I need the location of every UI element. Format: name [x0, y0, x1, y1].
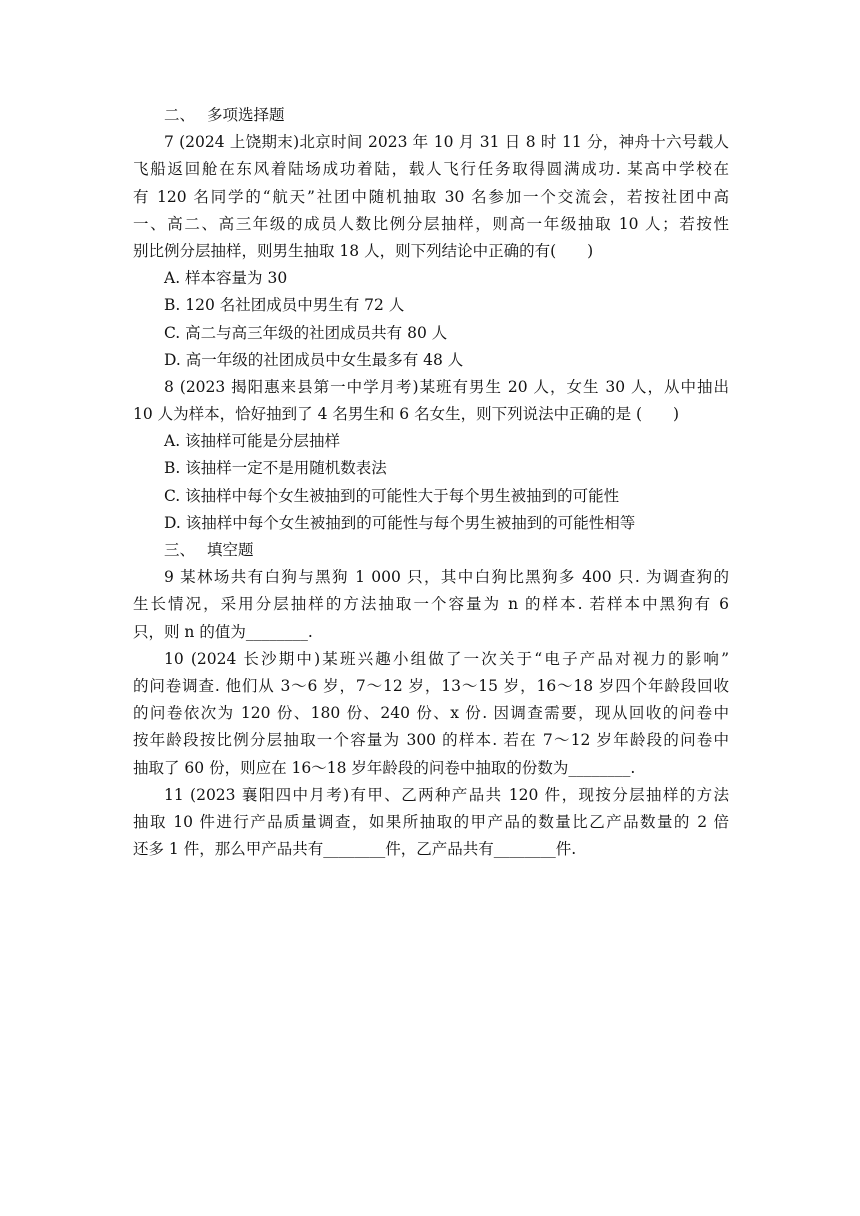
option-a: A. 样本容量为 30	[164, 269, 288, 288]
question-7	[133, 129, 729, 374]
question-text-line: 只，则 n 的值为________.	[133, 622, 313, 641]
section-title: 多项选择题	[207, 106, 285, 124]
question-10	[133, 646, 729, 782]
question-text-line: 10 (2024 长沙期中)某班兴趣小组做了一次关于“电子产品对视力的影响”	[164, 649, 729, 668]
question-text-line: 的问卷调查. 他们从 3～6 岁，7～12 岁，13～15 岁，16～18 岁四个年龄段回收	[133, 676, 729, 695]
question-8	[133, 374, 729, 537]
option-b: B. 该抽样一定不是用随机数表法	[164, 459, 387, 478]
option-c: C. 高二与高三年级的社团成员共有 80 人	[164, 323, 448, 342]
question-text-line: 有 120 名同学的“航天”社团中随机抽取 30 名参加一个交流会，若按社团中高	[133, 187, 729, 206]
question-text-line: 还多 1 件，那么甲产品共有________件，乙产品共有________件.	[133, 840, 577, 859]
question-text-line: 7 (2024 上饶期末)北京时间 2023 年 10 月 31 日 8 时 11 分，神舟十六号载人	[164, 133, 729, 152]
question-text-line: 生长情况，采用分层抽样的方法抽取一个容量为 n 的样本. 若样本中黑狗有 6	[133, 595, 729, 614]
question-text-line: 8 (2023 揭阳惠来县第一中学月考)某班有男生 20 人，女生 30 人，从中抽出	[164, 377, 729, 396]
document-page	[133, 102, 729, 863]
section-number: 三、	[164, 541, 196, 559]
question-text-line: 一、高二、高三年级的成员人数比例分层抽样，则高一年级抽取 10 人；若按性	[133, 214, 729, 233]
question-text-line: 飞船返回舱在东风着陆场成功着陆，载人飞行任务取得圆满成功. 某高中学校在	[133, 160, 729, 179]
question-text-line: 10 人为样本，恰好抽到了 4 名男生和 6 名女生，则下列说法中正确的是 ( )	[133, 405, 680, 424]
section-number: 二、	[164, 106, 196, 124]
option-d: D. 高一年级的社团成员中女生最多有 48 人	[164, 350, 464, 369]
question-text-line: 别比例分层抽样，则男生抽取 18 人，则下列结论中正确的有( )	[133, 241, 594, 260]
question-11	[133, 782, 729, 864]
section-heading-fill-in	[133, 537, 729, 564]
option-a: A. 该抽样可能是分层抽样	[164, 432, 341, 451]
option-d: D. 该抽样中每个女生被抽到的可能性与每个男生被抽到的可能性相等	[164, 513, 636, 532]
option-b: B. 120 名社团成员中男生有 72 人	[164, 296, 405, 315]
question-text-line: 抽取了 60 份，则应在 16～18 岁年龄段的问卷中抽取的份数为________.	[133, 758, 636, 777]
question-text-line: 按年龄段按比例分层抽取一个容量为 300 的样本. 若在 7～12 岁年龄段的问卷中	[133, 731, 729, 750]
question-text-line: 的问卷依次为 120 份、180 份、240 份、x 份. 因调查需要，现从回收的问卷中	[133, 704, 729, 723]
question-text-line: 抽取 10 件进行产品质量调查，如果所抽取的甲产品的数量比乙产品数量的 2 倍	[133, 812, 729, 831]
section-heading-multiple-choice	[133, 102, 729, 129]
question-text-line: 9 某林场共有白狗与黑狗 1 000 只，其中白狗比黑狗多 400 只. 为调查狗的	[164, 568, 729, 587]
section-title: 填空题	[207, 541, 254, 559]
option-c: C. 该抽样中每个女生被抽到的可能性大于每个男生被抽到的可能性	[164, 486, 620, 505]
question-9	[133, 564, 729, 646]
question-text-line: 11 (2023 襄阳四中月考)有甲、乙两种产品共 120 件，现按分层抽样的方法	[164, 785, 729, 804]
